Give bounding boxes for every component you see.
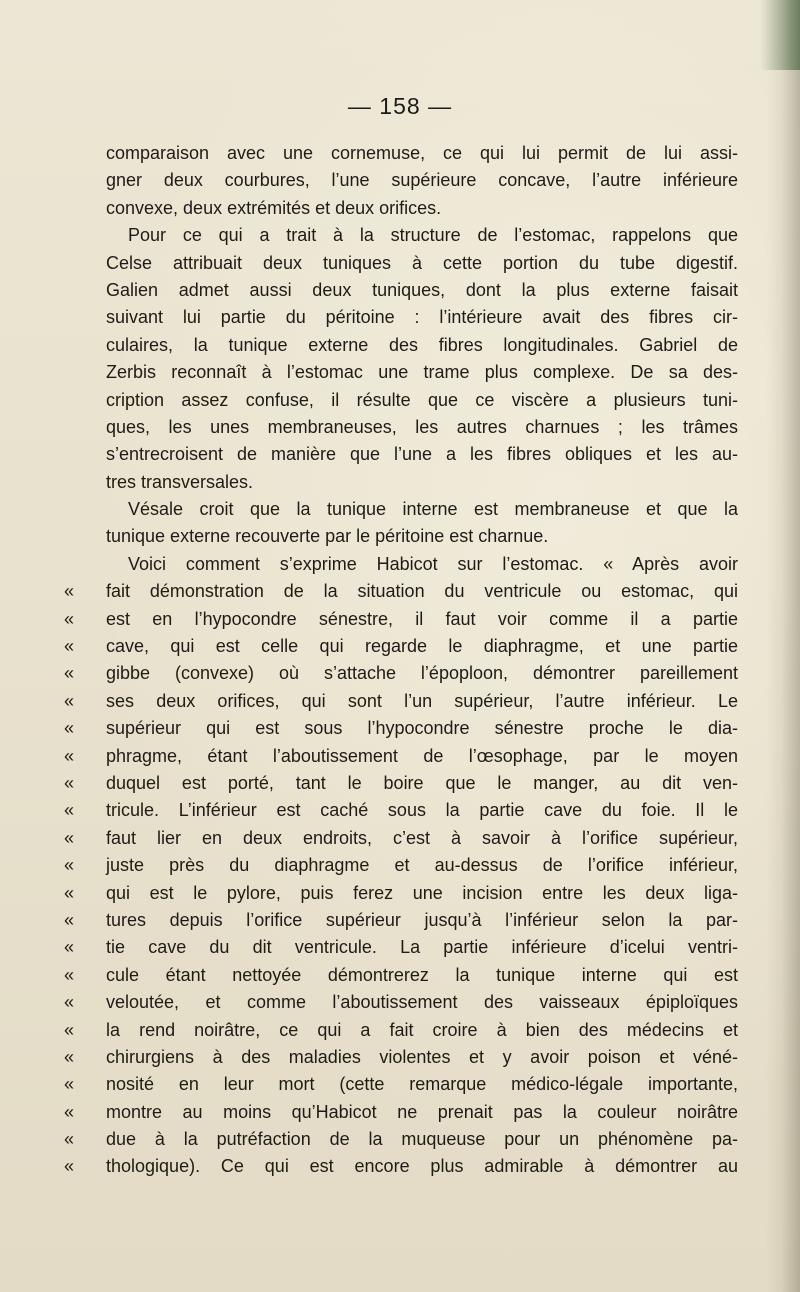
quote-mark: « bbox=[64, 718, 75, 739]
text-line: culaires, la tunique externe des fibres longitudinales. Gabriel de bbox=[106, 334, 738, 355]
page-corner-stain bbox=[760, 0, 800, 70]
page-number: — 158 — bbox=[347, 93, 453, 119]
quote-line: « duquel est porté, tant le boire que le manger, au dit ven- bbox=[64, 770, 738, 797]
quote-mark: « bbox=[64, 663, 75, 684]
quote-mark: « bbox=[64, 909, 75, 930]
text-line: Voici comment s’exprime Habicot sur l’estomac. « Après avoir bbox=[128, 553, 738, 574]
text-line: s’entrecroisent de manière que l’une a les fibres obliques et les au- bbox=[106, 444, 738, 465]
quote-line: « veloutée, et comme l’aboutissement des vaisseaux épiploïques bbox=[64, 989, 738, 1016]
quote-mark: « bbox=[64, 1129, 75, 1150]
quote-line: « tie cave du dit ventricule. La partie inférieure d’icelui ventri- bbox=[64, 934, 738, 961]
quote-mark: « bbox=[64, 608, 75, 629]
quote-mark: « bbox=[64, 992, 75, 1013]
quote-line: « qui est le pylore, puis ferez une incision entre les deux liga- bbox=[64, 880, 738, 907]
quote-mark: « bbox=[64, 636, 75, 657]
text-line: cription assez confuse, il résulte que ce viscère a plusieurs tuni- bbox=[106, 389, 738, 410]
quote-line: « tures depuis l’orifice supérieur jusqu’à l’inférieur selon la par- bbox=[64, 907, 738, 934]
quote-mark: « bbox=[64, 772, 75, 793]
text-line: suivant lui partie du péritoine : l’intérieure avait des fibres cir- bbox=[106, 307, 738, 328]
quote-mark: « bbox=[64, 827, 75, 848]
text-line: Celse attribuait deux tuniques à cette portion du tube digestif. bbox=[106, 252, 738, 273]
quote-mark: « bbox=[64, 1074, 75, 1095]
quote-mark: « bbox=[64, 937, 75, 958]
quote-mark: « bbox=[64, 1019, 75, 1040]
text-line: convexe, deux extrémités et deux orifices. bbox=[106, 197, 442, 218]
text-line: gner deux courbures, l’une supérieure concave, l’autre inférieure bbox=[106, 170, 738, 191]
quote-mark: « bbox=[64, 964, 75, 985]
quote-mark: « bbox=[64, 882, 75, 903]
text-line: Vésale croit que la tunique interne est membraneuse et que la bbox=[128, 499, 738, 520]
text-line: Galien admet aussi deux tuniques, dont la plus externe faisait bbox=[106, 279, 738, 300]
text-line: ques, les unes membraneuses, les autres charnues ; les trâmes bbox=[106, 416, 738, 437]
text-line: comparaison avec une cornemuse, ce qui lui permit de lui assi- bbox=[106, 143, 738, 163]
page-edge-shadow bbox=[766, 0, 800, 1292]
quote-line: « est en l’hypocondre sénestre, il faut voir comme il a partie bbox=[64, 606, 738, 633]
quote-line: « fait démonstration de la situation du ventricule ou estomac, qui bbox=[64, 578, 738, 605]
quote-mark: « bbox=[64, 581, 75, 602]
text-line: tunique externe recouverte par le péritoine est charnue. bbox=[106, 526, 549, 547]
text-line: tres transversales. bbox=[106, 471, 254, 492]
quote-mark: « bbox=[64, 1046, 75, 1067]
quote-mark: « bbox=[64, 855, 75, 876]
quote-line: « phragme, étant l’aboutissement de l’œsophage, par le moyen bbox=[64, 743, 738, 770]
quote-line: « supérieur qui est sous l’hypocondre sénestre proche le dia- bbox=[64, 715, 738, 742]
quote-line: « montre au moins qu’Habicot ne prenait pas la couleur noirâtre bbox=[64, 1099, 738, 1126]
quote-line: « ses deux orifices, qui sont l’un supérieur, l’autre inférieur. Le bbox=[64, 688, 738, 715]
body-text bbox=[64, 140, 738, 1181]
quote-mark: « bbox=[64, 800, 75, 821]
quote-line: « thologique). Ce qui est encore plus admirable à démontrer au bbox=[64, 1153, 738, 1180]
quote-line: « tricule. L’inférieur est caché sous la partie cave du foie. Il le bbox=[64, 797, 738, 824]
quote-line: « la rend noirâtre, ce qui a fait croire à bien des médecins et bbox=[64, 1017, 738, 1044]
quote-line: « nosité en leur mort (cette remarque médico-légale importante, bbox=[64, 1071, 738, 1098]
quote-line: « juste près du diaphragme et au-dessus de l’orifice inférieur, bbox=[64, 852, 738, 879]
quote-mark: « bbox=[64, 1156, 75, 1177]
quote-mark: « bbox=[64, 1101, 75, 1122]
quote-mark: « bbox=[64, 745, 75, 766]
quote-line: « cave, qui est celle qui regarde le diaphragme, et une partie bbox=[64, 633, 738, 660]
quote-line: « gibbe (convexe) où s’attache l’époploon, démontrer pareillement bbox=[64, 660, 738, 687]
quote-line: « cule étant nettoyée démontrerez la tunique interne qui est bbox=[64, 962, 738, 989]
quote-line: « due à la putréfaction de la muqueuse pour un phénomène pa- bbox=[64, 1126, 738, 1153]
quote-line: « faut lier en deux endroits, c’est à savoir à l’orifice supérieur, bbox=[64, 825, 738, 852]
text-line: Zerbis reconnaît à l’estomac une trame plus complexe. De sa des- bbox=[106, 362, 738, 383]
quote-mark: « bbox=[64, 690, 75, 711]
quote-line: « chirurgiens à des maladies violentes et y avoir poison et véné- bbox=[64, 1044, 738, 1071]
text-line: Pour ce qui a trait à la structure de l’estomac, rappelons que bbox=[128, 225, 738, 246]
